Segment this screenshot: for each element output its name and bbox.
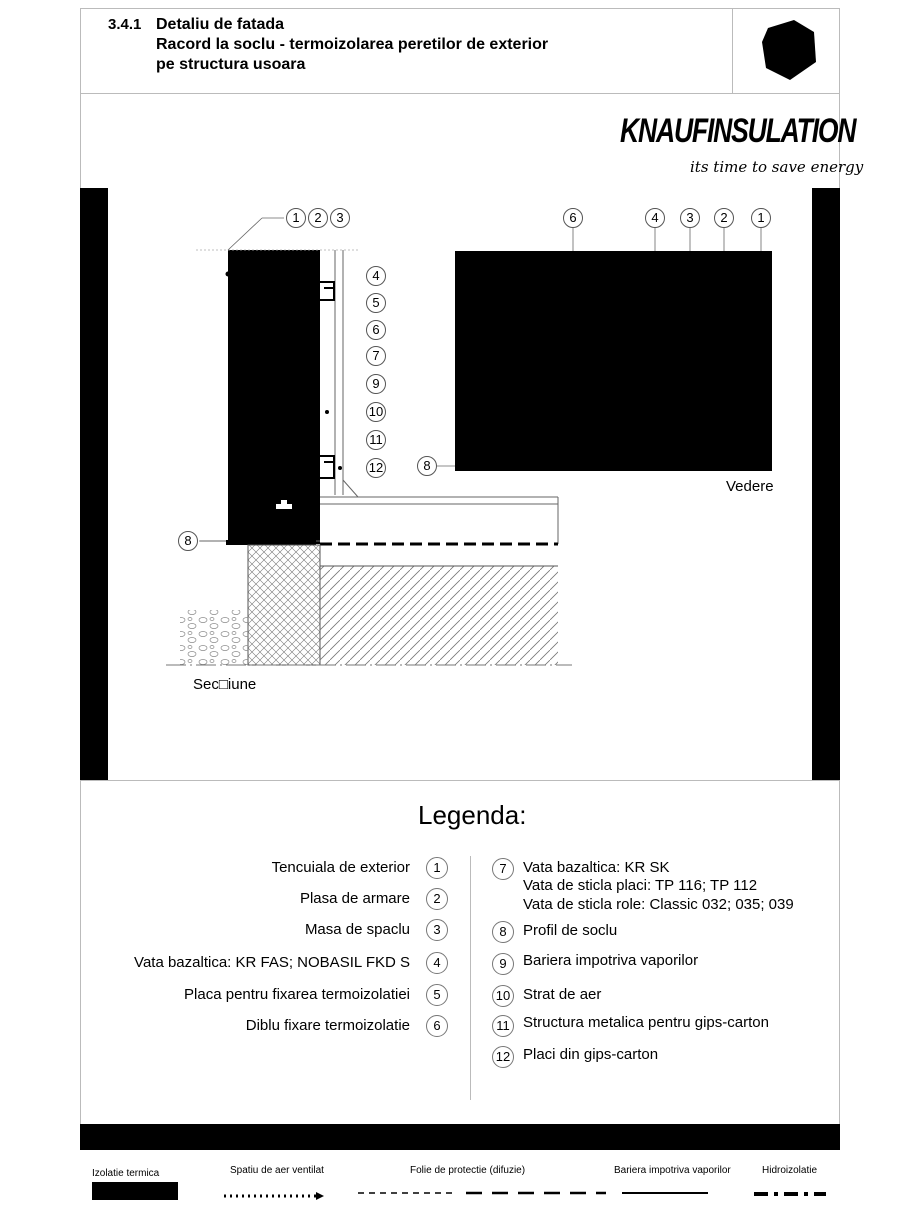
- footer-label-vapor-barrier: Bariera impotriva vaporilor: [614, 1165, 731, 1176]
- brand-logo: KNAUFINSULATION: [620, 112, 856, 150]
- legend-item-3-text: Masa de spaclu: [304, 921, 410, 938]
- legend-item-8-text: Profil de soclu: [523, 922, 618, 939]
- footer-label-thermal-insulation: Izolatie termica: [92, 1168, 160, 1179]
- legend-item-7-line-1: Vata bazaltica: KR SK: [523, 859, 670, 876]
- legend-item-2-text: Plasa de armare: [299, 890, 410, 907]
- legend-item-5-text: Placa pentru fixarea termoizolatiei: [184, 986, 410, 1003]
- marker-2-view: 2: [714, 208, 734, 228]
- marker-12-section: 12: [366, 458, 386, 478]
- marker-1-section: 1: [286, 208, 306, 228]
- footer-label-ventilated-air: Spatiu de aer ventilat: [230, 1165, 324, 1176]
- legend-item-2-number: 2: [426, 888, 448, 910]
- marker-3-section: 3: [330, 208, 350, 228]
- legend-item-7-line-3: Vata de sticla role: Classic 032; 035; 039: [523, 896, 794, 913]
- marker-6-view: 6: [563, 208, 583, 228]
- marker-11-section: 11: [366, 430, 386, 450]
- marker-8-section: 8: [178, 531, 198, 551]
- legend-item-12-text: Placi din gips-carton: [523, 1046, 659, 1063]
- legend-item-4-number: 4: [426, 952, 448, 974]
- footer-symbols: [0, 1180, 920, 1210]
- legend-item-11-number: 11: [492, 1015, 514, 1037]
- bottom-bar: [80, 1124, 840, 1150]
- arrow-icon: [316, 1192, 324, 1200]
- marker-1-view: 1: [751, 208, 771, 228]
- legend-item-9-text: Bariera impotriva vaporilor: [523, 952, 699, 969]
- legend-item-10-text: Strat de aer: [523, 986, 602, 1003]
- marker-2-section: 2: [308, 208, 328, 228]
- legend-item-6-text: Diblu fixare termoizolatie: [245, 1017, 410, 1034]
- legend-item-10-number: 10: [492, 985, 514, 1007]
- legend-item-1-number: 1: [426, 857, 448, 879]
- legend-item-3-number: 3: [426, 919, 448, 941]
- footer-label-protection-foil: Folie de protectie (difuzie): [410, 1165, 526, 1176]
- legend-item-7-line-2: Vata de sticla placi: TP 116; TP 112: [523, 877, 758, 894]
- footer-label-waterproofing: Hidroizolatie: [762, 1165, 818, 1176]
- marker-6-section: 6: [366, 320, 386, 340]
- title-line-2: Racord la soclu - termoizolarea peretilor de exterior: [156, 36, 549, 53]
- legend-item-6-number: 6: [426, 1015, 448, 1037]
- marker-8-view: 8: [417, 456, 437, 476]
- legend-title: Legenda:: [418, 800, 527, 830]
- title-line-1: Detaliu de fatada: [156, 16, 285, 33]
- marker-10-section: 10: [366, 402, 386, 422]
- legend-divider: [470, 856, 471, 1100]
- section-caption: Sec□iune: [193, 676, 257, 693]
- legend-item-9-number: 9: [492, 953, 514, 975]
- detail-number: 3.4.1: [108, 16, 142, 33]
- marker-3-view: 3: [680, 208, 700, 228]
- title-line-3: pe structura usoara: [156, 56, 306, 73]
- legend-item-7-number: 7: [492, 858, 514, 880]
- legend-item-1-text: Tencuiala de exterior: [271, 859, 410, 876]
- thermal-insulation-swatch: [92, 1182, 178, 1200]
- marker-5-section: 5: [366, 293, 386, 313]
- brand-tagline: its time to save energy: [690, 158, 864, 176]
- legend-item-4-text: Vata bazaltica: KR FAS; NOBASIL FKD S: [134, 954, 410, 971]
- legend-item-12-number: 12: [492, 1046, 514, 1068]
- marker-9-section: 9: [366, 374, 386, 394]
- legend-item-8-number: 8: [492, 921, 514, 943]
- marker-4-section: 4: [366, 266, 386, 286]
- legend-item-5-number: 5: [426, 984, 448, 1006]
- view-caption: Vedere: [726, 478, 774, 495]
- marker-7-section: 7: [366, 346, 386, 366]
- marker-4-view: 4: [645, 208, 665, 228]
- legend-item-11-text: Structura metalica pentru gips-carton: [523, 1014, 769, 1031]
